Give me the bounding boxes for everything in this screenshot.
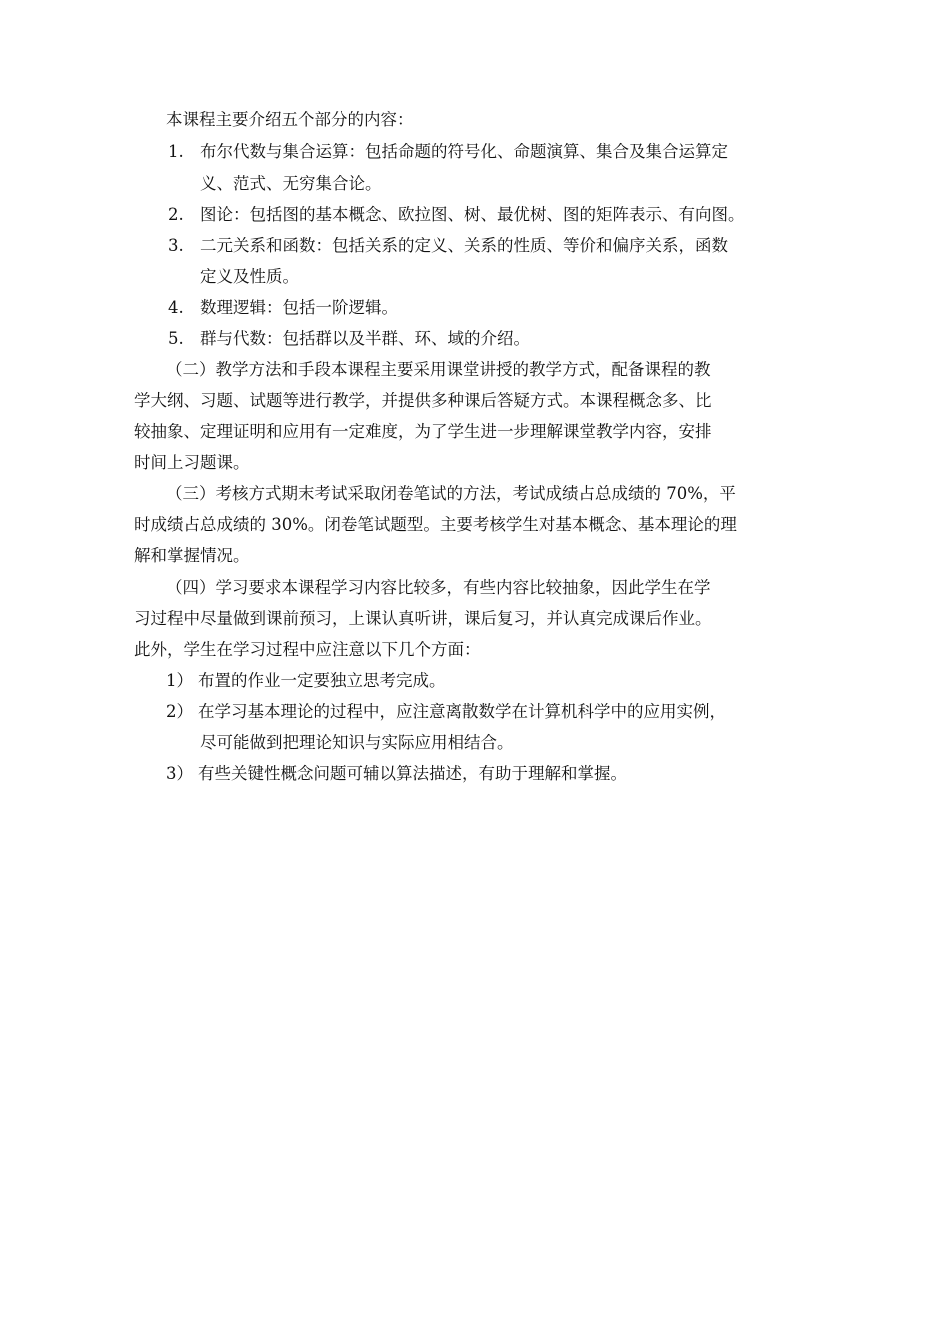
section-4-line-2: 习过程中尽量做到课前预习，上课认真听讲，课后复习，并认真完成课后作业。 — [134, 609, 712, 628]
section-3-line-3: 解和掌握情况。 — [134, 546, 250, 565]
section-3-line-2: 时成绩占总成绩的 30%。闭卷笔试题型。主要考核学生对基本概念、基本理论的理 — [134, 515, 737, 534]
requirement-1-line-1: 布置的作业一定要独立思考完成。 — [198, 671, 446, 690]
topic-5-number: 5. — [168, 329, 184, 348]
topic-1-number: 1. — [168, 142, 184, 161]
section-4-line-1: （四）学习要求本课程学习内容比较多，有些内容比较抽象，因此学生在学 — [166, 578, 711, 597]
topic-3-line-1: 二元关系和函数：包括关系的定义、关系的性质、等价和偏序关系，函数 — [200, 236, 728, 255]
intro-line: 本课程主要介绍五个部分的内容： — [166, 110, 414, 129]
topic-2-line-1: 图论：包括图的基本概念、欧拉图、树、最优树、图的矩阵表示、有向图。 — [200, 205, 745, 224]
requirement-1-number: 1） — [166, 671, 193, 690]
requirement-3-line-1: 有些关键性概念问题可辅以算法描述，有助于理解和掌握。 — [198, 764, 627, 783]
section-2-line-3: 较抽象、定理证明和应用有一定难度，为了学生进一步理解课堂教学内容，安排 — [134, 422, 712, 441]
topic-2-number: 2. — [168, 205, 184, 224]
topic-3-line-2: 定义及性质。 — [200, 267, 299, 286]
section-3-line-1: （三）考核方式期末考试采取闭卷笔试的方法，考试成绩占总成绩的 70%，平 — [166, 484, 736, 503]
topic-1-line-2: 义、范式、无穷集合论。 — [200, 174, 382, 193]
requirement-2-line-2: 尽可能做到把理论知识与实际应用相结合。 — [200, 733, 514, 752]
requirement-3-number: 3） — [166, 764, 193, 783]
section-2-line-2: 学大纲、习题、试题等进行教学，并提供多种课后答疑方式。本课程概念多、比 — [134, 391, 712, 410]
topic-5-line-1: 群与代数：包括群以及半群、环、域的介绍。 — [200, 329, 530, 348]
section-4-line-3: 此外，学生在学习过程中应注意以下几个方面： — [134, 640, 481, 659]
requirement-2-number: 2） — [166, 702, 193, 721]
topic-4-number: 4. — [168, 298, 184, 317]
section-2-line-1: （二）教学方法和手段本课程主要采用课堂讲授的教学方式，配备课程的教 — [166, 360, 711, 379]
section-2-line-4: 时间上习题课。 — [134, 453, 250, 472]
topic-3-number: 3. — [168, 236, 184, 255]
topic-1-line-1: 布尔代数与集合运算：包括命题的符号化、命题演算、集合及集合运算定 — [200, 142, 728, 161]
requirement-2-line-1: 在学习基本理论的过程中，应注意离散数学在计算机科学中的应用实例， — [198, 702, 726, 721]
topic-4-line-1: 数理逻辑：包括一阶逻辑。 — [200, 298, 398, 317]
